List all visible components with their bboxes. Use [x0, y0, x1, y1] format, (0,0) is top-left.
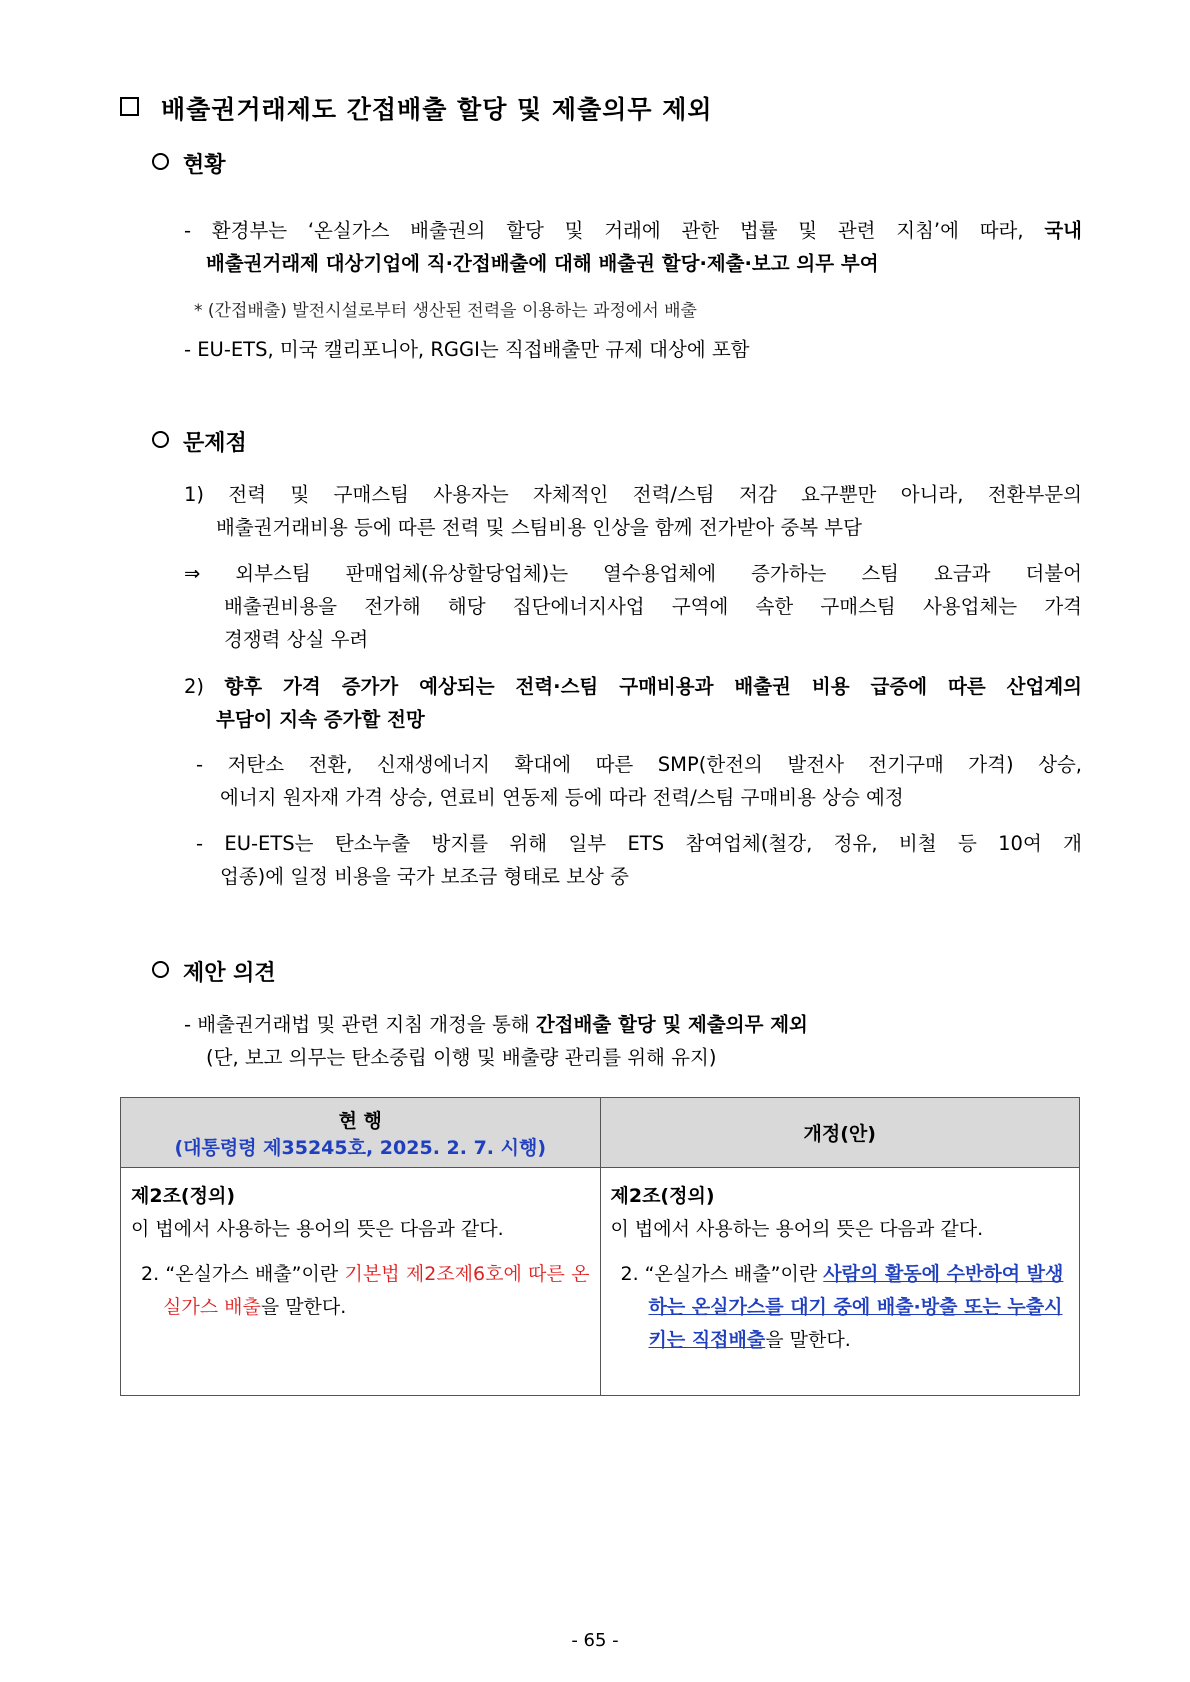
cell-revised: 제2조(정의) 이 법에서 사용하는 용어의 뜻은 다음과 같다. 2. “온실가스 배출”이란 사람의 활동에 수반하여 발생하는 온실가스를 대기 중에 배출·방출 또는 누출시키는 직접배출을 말한다. — [600, 1168, 1080, 1396]
status-bullet-2: - EU-ETS, 미국 캘리포니아, RGGI는 직접배출만 규제 대상에 포함 — [184, 338, 750, 361]
checkbox-square-icon — [120, 97, 139, 116]
problem-dash-1-line-2: 에너지 원자재 가격 상승, 연료비 연동제 등에 따라 전력/스팀 구매비용 상승 예정 — [220, 786, 904, 809]
status-bullet-1-line-2: 배출권거래제 대상기업에 직·간접배출에 대해 배출권 할당·제출·보고 의무 부여 — [206, 252, 879, 275]
revised-item-2: 2. “온실가스 배출”이란 사람의 활동에 수반하여 발생하는 온실가스를 대기 중에 배출·방출 또는 누출시키는 직접배출을 말한다. — [620, 1263, 1064, 1351]
problem-arrow-line-2: 배출권비용을 전가해 해당 집단에너지사업 구역에 속한 구매스팀 사용업체는 가격 — [224, 595, 1082, 618]
current-item-2: 2. “온실가스 배출”이란 기본법 제2조제6호에 따른 온실가스 배출을 말한다. — [141, 1263, 590, 1318]
circle-bullet-icon — [152, 153, 169, 170]
problem-dash-1-line-1: - 저탄소 전환, 신재생에너지 확대에 따른 SMP(한전의 발전사 전기구매 가격) 상승, — [196, 753, 1082, 776]
proposal-line-2: (단, 보고 의무는 탄소중립 이행 및 배출량 관리를 위해 유지) — [206, 1046, 717, 1069]
section-heading-proposal: 제안 의견 — [152, 956, 276, 987]
problem-1-line-1: 1) 전력 및 구매스팀 사용자는 자체적인 전력/스팀 저감 요구뿐만 아니라, 전환부문의 — [184, 483, 1082, 506]
header-revised: 개정(안) — [600, 1098, 1080, 1168]
table-row — [121, 1168, 1080, 1396]
section-heading-status: 현황 — [152, 148, 226, 179]
problem-arrow-line-1: ⇒ 외부스팀 판매업체(유상할당업체)는 열수용업체에 증가하는 스팀 요금과 더불어 — [184, 562, 1082, 585]
proposal-line-1: - 배출권거래법 및 관련 지침 개정을 통해 간접배출 할당 및 제출의무 제외 — [184, 1013, 808, 1036]
header-current: 현 행 (대통령령 제35245호, 2025. 2. 7. 시행) — [121, 1098, 601, 1168]
comparison-table — [120, 1097, 1080, 1396]
circle-bullet-icon — [152, 961, 169, 978]
problem-1-line-2: 배출권거래비용 등에 따른 전력 및 스팀비용 인상을 함께 전가받아 중복 부담 — [216, 516, 862, 539]
section-heading-problem: 문제점 — [152, 426, 247, 457]
problem-arrow-line-3: 경쟁력 상실 우려 — [224, 628, 369, 651]
problem-dash-2-line-2: 업종)에 일정 비용을 국가 보조금 형태로 보상 중 — [220, 865, 629, 888]
status-bullet-1-line-1: - 환경부는 ‘온실가스 배출권의 할당 및 거래에 관한 법률 및 관련 지침’에 따라, 국내 — [184, 219, 1083, 242]
page-number: - 65 - — [571, 1630, 619, 1651]
page-title — [120, 90, 713, 126]
cell-current: 제2조(정의) 이 법에서 사용하는 용어의 뜻은 다음과 같다. 2. “온실가스 배출”이란 기본법 제2조제6호에 따른 온실가스 배출을 말한다. — [121, 1168, 601, 1396]
problem-dash-2-line-1: - EU-ETS는 탄소누출 방지를 위해 일부 ETS 참여업체(철강, 정유, 비철 등 10여 개 — [196, 832, 1082, 855]
problem-2-line-2: 부담이 지속 증가할 전망 — [216, 708, 425, 731]
problem-2-line-1: 2) 향후 가격 증가가 예상되는 전력·스팀 구매비용과 배출권 비용 급증에 따른 산업계의 — [184, 675, 1082, 698]
title-text: 배출권거래제도 간접배출 할당 및 제출의무 제외 — [161, 95, 713, 124]
circle-bullet-icon — [152, 431, 169, 448]
status-note: * (간접배출) 발전시설로부터 생산된 전력을 이용하는 과정에서 배출 — [194, 301, 697, 321]
table-header-row — [121, 1098, 1080, 1168]
